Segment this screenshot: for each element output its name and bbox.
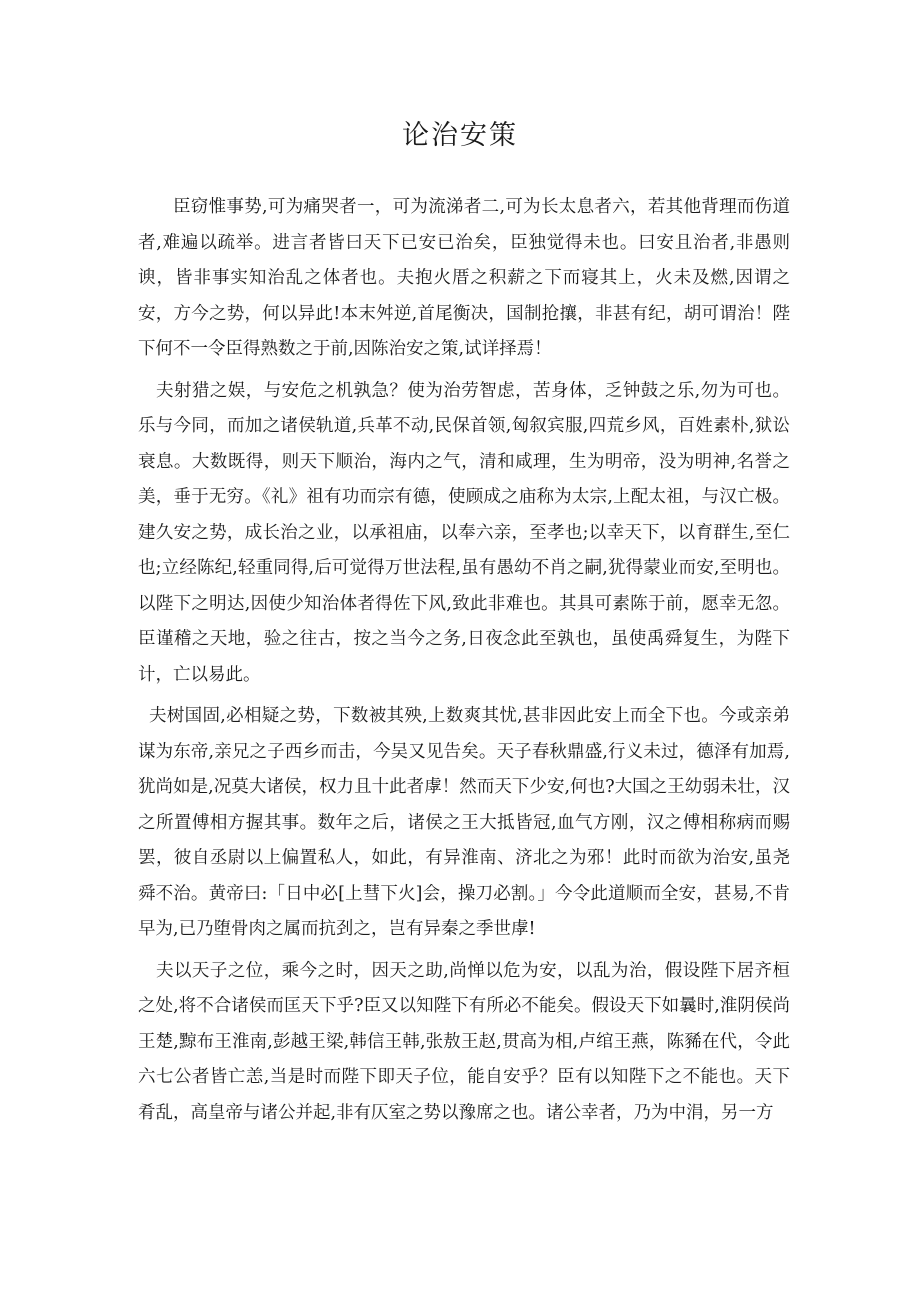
paragraph-3: 夫树国固,必相疑之势，下数被其殃,上数爽其忧,甚非因此安上而全下也。今或亲弟谋为东帝,亲兄之子西乡而击，今吴又见告矣。天子春秋鼎盛,行义未过，德泽有加焉,犹尚如是,况莫大诸侯，权力且十此者虖！然而天下少安,何也?大国之王幼弱未壮，汉之所置傅相方握其事。数年之后，诸侯之王大抵皆冠,血气方刚，汉之傅相称病而赐罢，彼自丞尉以上偏置私人，如此，有异淮南、济北之为邪！此时而欲为治安,虽尧舜不治。黄帝曰:「日中必[上彗下火]会，操刀必割。」今令此道顺而全安，甚易,不肯早为,已乃堕骨肉之属而抗刭之，岂有异秦之季世虖!	[138, 706, 790, 939]
paragraph-4: 夫以天子之位，乘今之时，因天之助,尚惮以危为安，以乱为治，假设陛下居齐桓之处,将不合诸侯而匡天下乎?臣又以知陛下有所必不能矣。假设天下如曩时,淮阴侯尚王楚,黥布王淮南,彭越王梁,韩信王韩,张敖王赵,贯高为相,卢绾王燕，陈豨在代，令此六七公者皆亡恙,当是时而陛下即天子位，能自安乎？臣有以知陛下之不能也。天下肴乱，高皇帝与诸公并起,非有仄室之势以豫席之也。诸公幸者，乃为中涓，另一方	[138, 960, 790, 1123]
paragraph-2: 夫射猎之娱，与安危之机孰急？使为治劳智虑，苦身体，乏钟鼓之乐,勿为可也。乐与今同，而加之诸侯轨道,兵革不动,民保首领,匈叙宾服,四荒乡风，百姓素朴,狱讼衰息。大数既得，则天下顺治，海内之气，清和咸理，生为明帝，没为明神,名誉之美，垂于无穷。《礼》祖有功而宗有德，使顾成之庙称为太宗,上配太祖，与汉亡极。建久安之势，成长治之业，以承祖庙，以奉六亲，至孝也;以幸天下，以育群生,至仁也;立经陈纪,轻重同得,后可觉得万世法程,虽有愚幼不肖之嗣,犹得蒙业而安,至明也。以陛下之明达,因使少知治体者得佐下风,致此非难也。其具可素陈于前，愿幸无忽。臣谨稽之天地，验之往古，按之当今之务,日夜念此至孰也，虽使禹舜复生，为陛下计，亡以易此。	[138, 380, 790, 685]
document-title: 论治安策	[402, 120, 518, 151]
paragraph-1: 臣窃惟事势,可为痛哭者一，可为流涕者二,可为长太息者六，若其他背理而伤道者,难遍以疏举。进言者皆曰天下已安已治矣，臣独觉得未也。曰安且治者,非愚则谀，皆非事实知治乱之体者也。夫抱火厝之积薪之下而寝其上，火未及燃,因谓之安，方今之势，何以异此!本末舛逆,首尾衡决，国制抢攘，非甚有纪，胡可谓治！陛下何不一令臣得熟数之于前,因陈治安之策,试详择焉！	[138, 197, 790, 359]
document-body	[138, 190, 790, 1131]
